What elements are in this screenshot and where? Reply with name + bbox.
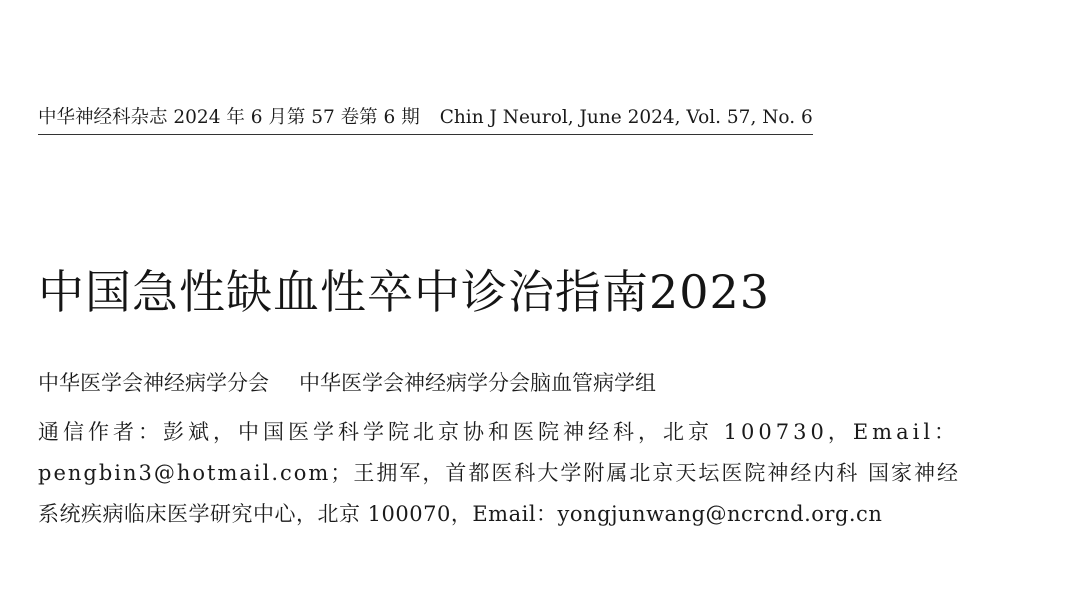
journal-running-header bbox=[38, 106, 813, 135]
journal-citation-english: Chin J Neurol, June 2024, Vol. 57, No. 6 bbox=[439, 107, 813, 128]
corresponding-authors bbox=[38, 412, 1048, 535]
author-group-society: 中华医学会神经病学分会 bbox=[38, 371, 269, 395]
correspondence-line-1: 通信作者：彭斌，中国医学科学院北京协和医院神经科，北京 100730，Email： bbox=[38, 420, 960, 444]
article-title: 中国急性缺血性卒中诊治指南2023 bbox=[38, 265, 771, 319]
correspondence-line-2: pengbin3@hotmail.com；王拥军，首都医科大学附属北京天坛医院神经内科 国家神经 bbox=[38, 461, 961, 485]
author-groups bbox=[38, 368, 656, 398]
author-group-cerebrovascular: 中华医学会神经病学分会脑血管病学组 bbox=[299, 371, 656, 395]
journal-citation-chinese: 中华神经科杂志 2024 年 6 月第 57 卷第 6 期 bbox=[38, 107, 420, 128]
correspondence-line-3: 系统疾病临床医学研究中心，北京 100070，Email：yongjunwang@ncrcnd.org.cn bbox=[38, 502, 883, 526]
